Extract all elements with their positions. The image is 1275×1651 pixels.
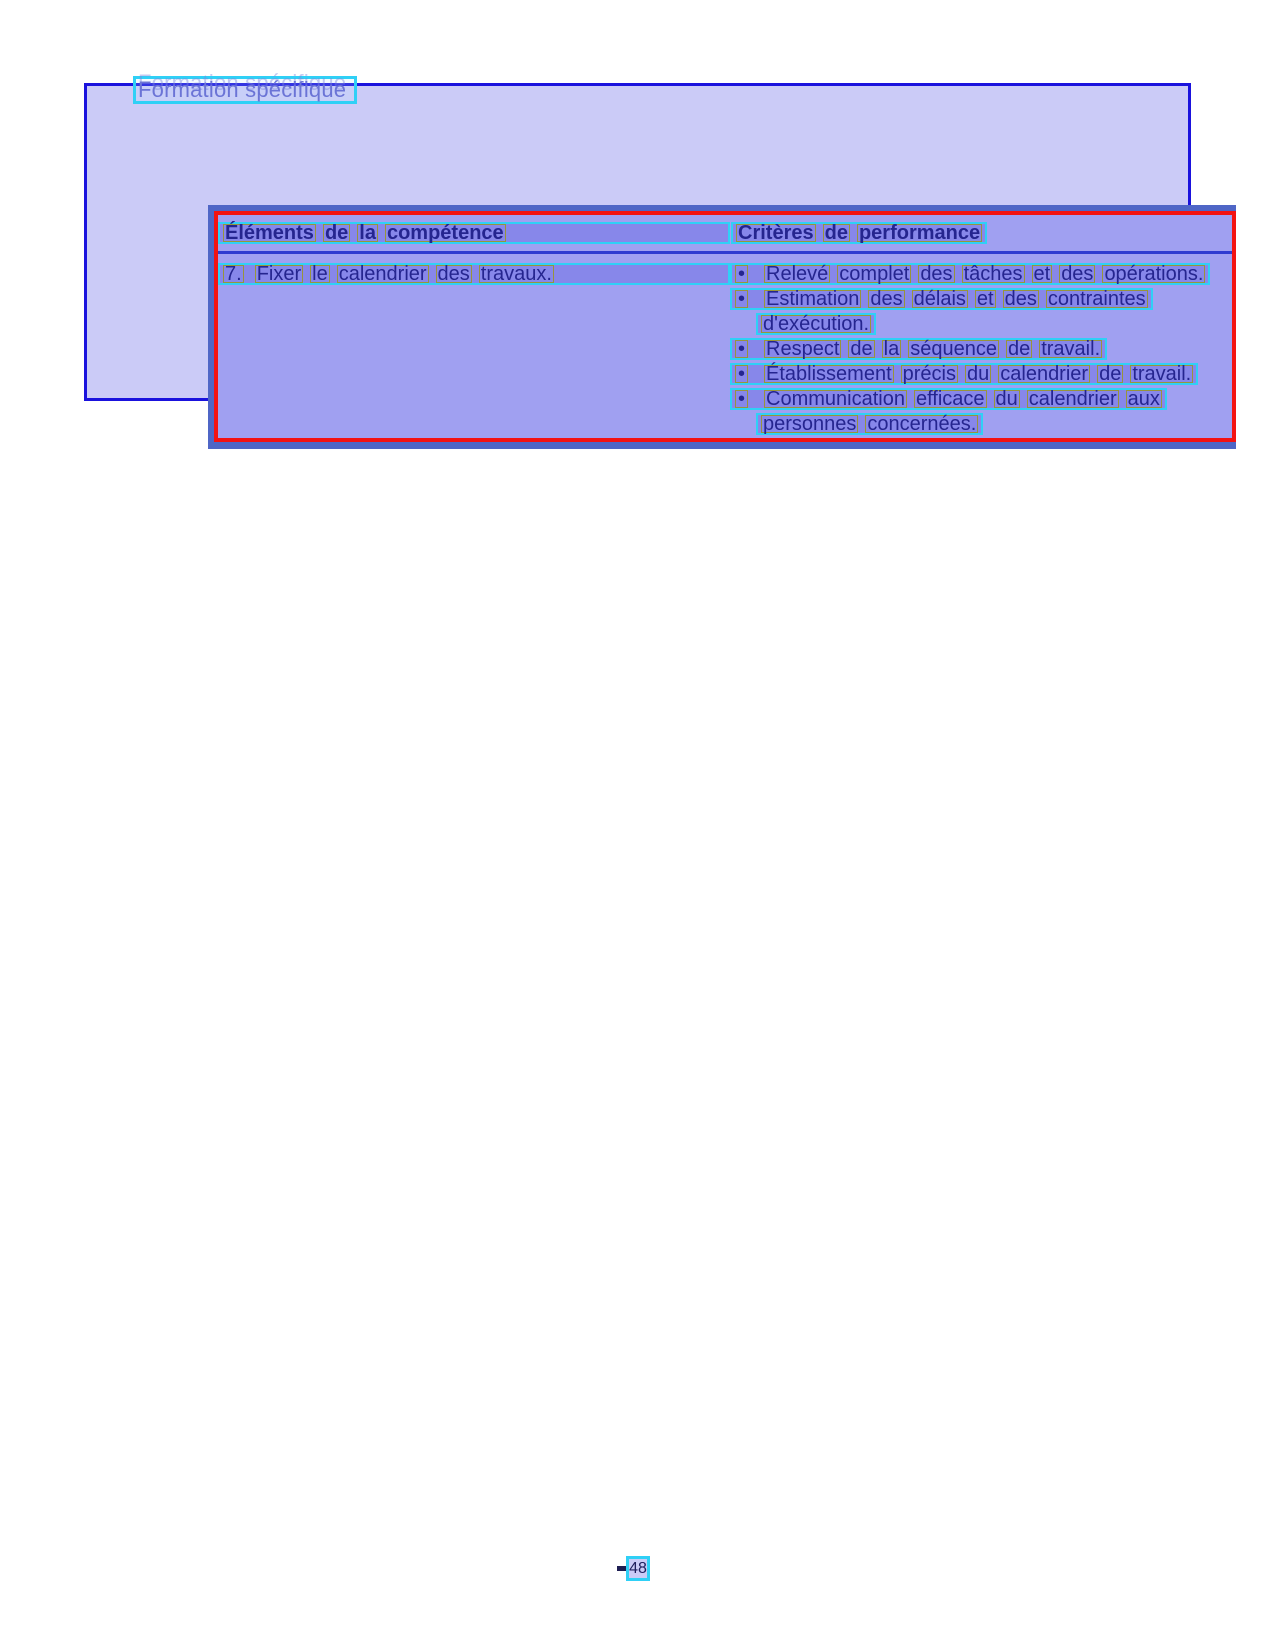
criterion-line-continuation	[756, 313, 876, 335]
criterion-line-box	[730, 388, 1167, 410]
word-box: Critères	[738, 222, 814, 244]
word-box: tâches	[963, 263, 1023, 285]
word-box: et	[976, 288, 994, 310]
criterion-row	[730, 288, 1232, 310]
competence-table	[208, 205, 1236, 449]
header-line-box	[218, 222, 730, 244]
criterion-line-box	[730, 338, 1107, 360]
word-box: Respect	[766, 338, 840, 360]
word-box: et	[1033, 263, 1051, 285]
element-line-box	[218, 263, 730, 285]
criterion-row	[730, 338, 1232, 360]
word-box: complet	[839, 263, 910, 285]
bullet-icon: •	[735, 340, 748, 358]
header-cell-elements	[218, 222, 730, 244]
word-box: de	[850, 338, 873, 360]
bullet-icon: •	[735, 390, 748, 408]
criterion-line-continuation	[756, 413, 983, 435]
word-box: des	[437, 263, 470, 285]
criterion-row	[730, 313, 1232, 335]
word-box: personnes	[763, 413, 857, 435]
word-box: calendrier	[1000, 363, 1089, 385]
word-box: la	[883, 338, 900, 360]
word-box: des	[1061, 263, 1094, 285]
word-box: précis	[902, 363, 956, 385]
word-box: d'exécution.	[763, 313, 870, 335]
word-box: concernées.	[867, 413, 977, 435]
criterion-row	[730, 413, 1232, 435]
word-box: Communication	[766, 388, 905, 410]
criterion-row	[730, 263, 1232, 285]
page-number: 48	[629, 1559, 647, 1577]
word-box: travail.	[1041, 338, 1101, 360]
word-box: de	[824, 222, 848, 244]
word-box: opérations.	[1104, 263, 1204, 285]
word-box: du	[967, 363, 990, 385]
bullet-icon: •	[735, 365, 748, 383]
criteria-cell	[730, 263, 1232, 438]
word-box: Éléments	[225, 222, 314, 244]
word-box: délais	[913, 288, 966, 310]
section-title: Formation spécifique	[138, 77, 347, 102]
word-box: de	[1099, 363, 1122, 385]
word-box: performance	[858, 222, 981, 244]
header-separator-rule	[218, 251, 1232, 254]
word-box: calendrier	[338, 263, 427, 285]
word-box: de	[1007, 338, 1031, 360]
word-box: travail.	[1132, 363, 1192, 385]
word-box: du	[995, 388, 1018, 410]
page-number-highlight-box	[626, 1556, 650, 1581]
word-box: contraintes	[1047, 288, 1146, 310]
table-body-row	[218, 263, 1232, 438]
word-box: des	[920, 263, 953, 285]
criterion-line-box	[730, 288, 1153, 310]
word-box: Fixer	[256, 263, 302, 285]
criterion-line-box	[730, 263, 1210, 285]
word-box: travaux.	[480, 263, 552, 285]
table-red-outline	[214, 211, 1236, 442]
content-panel	[84, 83, 1204, 435]
word-box: calendrier	[1028, 388, 1117, 410]
word-box: des	[1004, 288, 1037, 310]
bullet-icon: •	[735, 265, 748, 283]
word-box: des	[870, 288, 903, 310]
word-box: séquence	[910, 338, 997, 360]
word-box: la	[359, 222, 376, 244]
word-box: compétence	[386, 222, 504, 244]
element-number: 7.	[225, 263, 242, 285]
criterion-line-box	[730, 363, 1198, 385]
table-header-row	[218, 222, 1232, 244]
criterion-row	[730, 388, 1232, 410]
word-box: efficace	[915, 388, 985, 410]
header-cell-criteres	[730, 222, 1232, 244]
word-box: aux	[1127, 388, 1160, 410]
word-box: le	[312, 263, 328, 285]
word-box: Relevé	[766, 263, 829, 285]
word-box: de	[324, 222, 349, 244]
section-title-highlight-box	[133, 76, 357, 104]
header-line-box	[731, 222, 987, 244]
page-number-mark	[617, 1566, 626, 1571]
word-box: Estimation	[766, 288, 860, 310]
element-cell	[218, 263, 730, 438]
criterion-row	[730, 363, 1232, 385]
bullet-icon: •	[735, 290, 748, 308]
word-box: Établissement	[766, 363, 892, 385]
